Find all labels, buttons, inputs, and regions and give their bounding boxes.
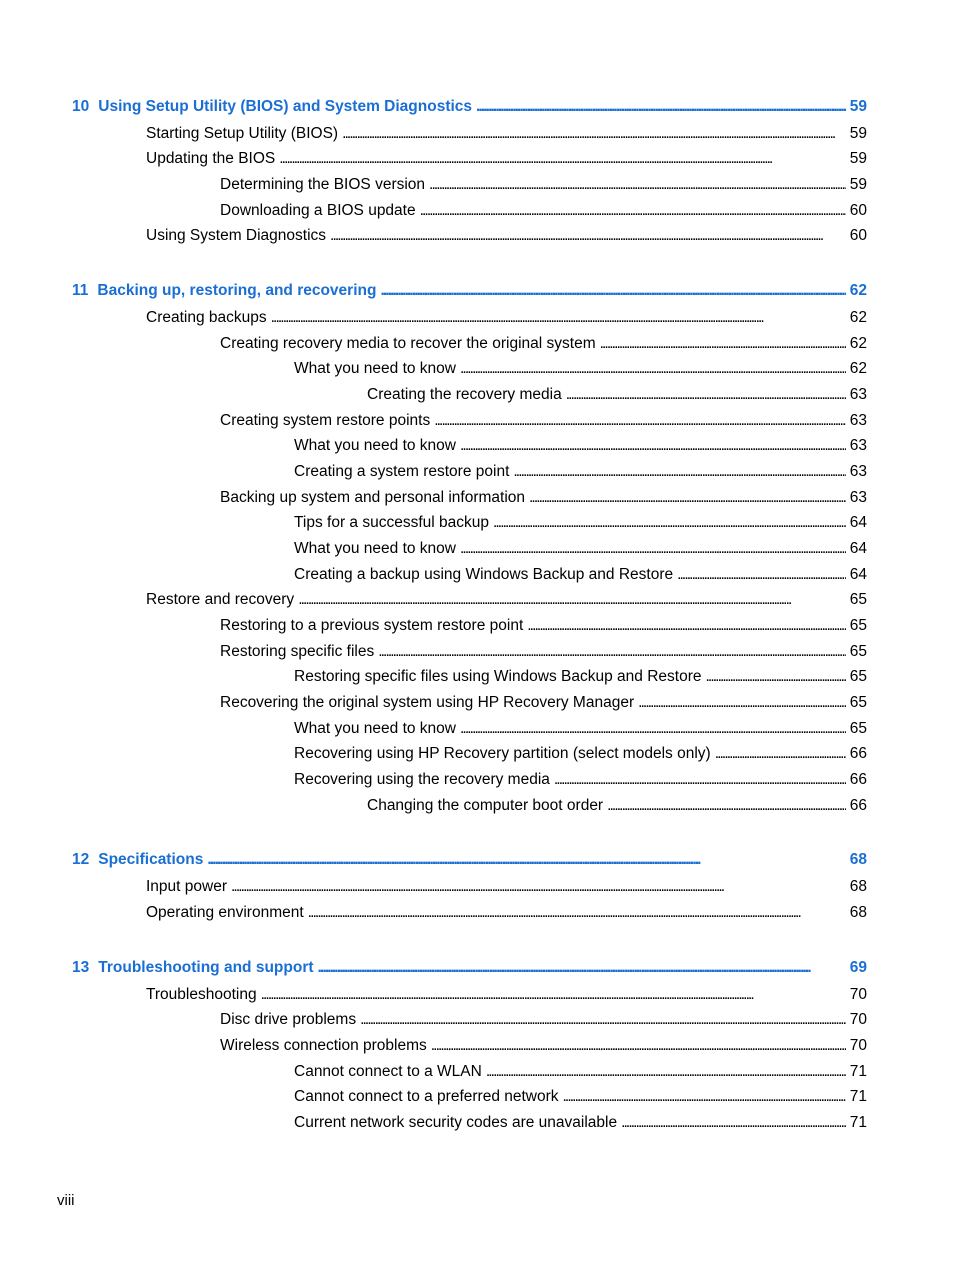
toc-page-number: 59 — [849, 150, 867, 167]
dot-leader — [271, 307, 846, 329]
toc-page-number: 70 — [849, 1011, 867, 1028]
toc-entry-title — [294, 718, 460, 740]
toc-entry-label: Cannot connect to a WLAN — [294, 1063, 482, 1080]
toc-entry[interactable] — [146, 307, 867, 329]
toc-entry[interactable] — [367, 384, 867, 406]
toc-page-number: 63 — [849, 463, 867, 480]
toc-entry-label: Backing up, restoring, and recovering — [97, 282, 377, 299]
toc-page-number: 65 — [849, 668, 867, 685]
toc-entry[interactable] — [146, 902, 867, 924]
toc-chapter-entry[interactable] — [72, 849, 867, 871]
toc-entry-label: Creating recovery media to recover the original system — [220, 335, 596, 352]
dot-leader — [207, 849, 845, 871]
toc-entry[interactable] — [294, 461, 867, 483]
toc-entry-title — [72, 957, 318, 979]
toc-page-number: 71 — [849, 1088, 867, 1105]
toc-page-number: 63 — [849, 489, 867, 506]
toc-page-number: 63 — [849, 412, 867, 429]
toc-entry-label: Creating backups — [146, 309, 267, 326]
toc-entry[interactable] — [220, 692, 867, 714]
toc-entry[interactable] — [220, 174, 867, 196]
dot-leader — [434, 410, 846, 432]
toc-entry-title — [220, 410, 434, 432]
toc-entry-label: Current network security codes are unavailable — [294, 1114, 618, 1131]
dot-leader — [513, 461, 845, 483]
toc-page-number: 66 — [849, 797, 867, 814]
toc-page-number: 59 — [849, 125, 867, 142]
dot-leader — [460, 718, 846, 740]
toc-page-number: 62 — [849, 282, 867, 299]
toc-entry[interactable] — [146, 123, 867, 145]
toc-page-number: 60 — [849, 227, 867, 244]
toc-entry[interactable] — [146, 148, 867, 170]
toc-entry-label: Restoring specific files using Windows Backup and Restore — [294, 668, 702, 685]
toc-entry-label: Creating a system restore point — [294, 463, 510, 480]
toc-entry[interactable] — [294, 1112, 867, 1134]
toc-entry-label: What you need to know — [294, 720, 456, 737]
toc-page-number: 65 — [849, 643, 867, 660]
toc-chapter-number: 13 — [72, 959, 90, 976]
toc-entry-title — [294, 743, 715, 765]
toc-page-number: 60 — [849, 202, 867, 219]
toc-entry-label: Restore and recovery — [146, 591, 295, 608]
toc-page-number: 64 — [849, 540, 867, 557]
toc-entry-label: Downloading a BIOS update — [220, 202, 416, 219]
toc-entry-title — [220, 692, 638, 714]
dot-leader — [342, 123, 846, 145]
toc-entry-label: Creating system restore points — [220, 412, 431, 429]
toc-entry-title — [367, 795, 607, 817]
dot-leader — [706, 666, 846, 688]
dot-leader — [493, 512, 846, 534]
toc-entry-label: What you need to know — [294, 360, 456, 377]
dot-leader — [677, 564, 846, 586]
toc-entry[interactable] — [294, 666, 867, 688]
toc-entry-title — [146, 148, 279, 170]
toc-entry-label: Creating the recovery media — [367, 386, 562, 403]
toc-page-number: 64 — [849, 566, 867, 583]
toc-entry-title — [146, 984, 261, 1006]
toc-entry-label: What you need to know — [294, 540, 456, 557]
toc-entry[interactable] — [220, 1035, 867, 1057]
toc-chapter-entry[interactable] — [72, 280, 867, 302]
toc-entry-label: Restoring to a previous system restore point — [220, 617, 524, 634]
toc-entry[interactable] — [146, 876, 867, 898]
toc-page-number: 68 — [849, 878, 867, 895]
toc-page-number: 62 — [849, 360, 867, 377]
toc-entry-label: Input power — [146, 878, 227, 895]
toc-entry[interactable] — [220, 487, 867, 509]
toc-entry-title — [294, 564, 677, 586]
dot-leader — [318, 957, 846, 979]
toc-entry-title — [220, 641, 378, 663]
toc-entry-label: Using Setup Utility (BIOS) and System Diagnostics — [98, 98, 473, 115]
toc-entry[interactable] — [146, 984, 867, 1006]
toc-page-number: 71 — [849, 1063, 867, 1080]
toc-page-number: 63 — [849, 437, 867, 454]
dot-leader — [420, 200, 846, 222]
toc-entry[interactable] — [294, 718, 867, 740]
dot-leader — [600, 333, 846, 355]
dot-leader — [715, 743, 846, 765]
toc-entry[interactable] — [294, 435, 867, 457]
toc-entry-label: Using System Diagnostics — [146, 227, 327, 244]
toc-page-number: 63 — [849, 386, 867, 403]
toc-entry[interactable] — [294, 564, 867, 586]
toc-entry[interactable] — [294, 1086, 867, 1108]
toc-entry-title — [294, 538, 460, 560]
toc-entry-title — [294, 1061, 486, 1083]
toc-entry-title — [367, 384, 566, 406]
toc-page-number: 70 — [849, 986, 867, 1003]
toc-entry[interactable] — [294, 769, 867, 791]
toc-chapter-entry[interactable] — [72, 957, 867, 979]
toc-page-number: 66 — [849, 745, 867, 762]
toc-entry-title — [294, 1112, 621, 1134]
toc-entry-title — [72, 849, 207, 871]
toc-page-number: 59 — [849, 98, 867, 115]
toc-chapter-number: 11 — [72, 282, 89, 299]
toc-entry-title — [146, 876, 231, 898]
page-number: viii — [57, 1192, 75, 1209]
dot-leader — [378, 641, 846, 663]
toc-entry-label: Wireless connection problems — [220, 1037, 427, 1054]
toc-entry-label: Recovering using the recovery media — [294, 771, 550, 788]
toc-entry[interactable] — [220, 615, 867, 637]
dot-leader — [486, 1061, 846, 1083]
toc-page-number: 65 — [849, 720, 867, 737]
toc-entry-title — [146, 123, 342, 145]
toc-page-number: 71 — [849, 1114, 867, 1131]
toc-page-number: 59 — [849, 176, 867, 193]
dot-leader — [298, 589, 846, 611]
toc-entry-label: Troubleshooting and support — [98, 959, 314, 976]
toc-entry[interactable] — [146, 225, 867, 247]
dot-leader — [308, 902, 846, 924]
toc-page-number: 65 — [849, 694, 867, 711]
toc-entry-label: Specifications — [98, 851, 204, 868]
dot-leader — [563, 1086, 846, 1108]
toc-entry-title — [146, 589, 298, 611]
dot-leader — [566, 384, 846, 406]
dot-leader — [529, 487, 846, 509]
toc-entry-title — [220, 615, 527, 637]
toc-entry-title — [294, 358, 460, 380]
toc-page-number: 65 — [849, 591, 867, 608]
toc-chapter-number: 12 — [72, 851, 90, 868]
toc-entry-label: Troubleshooting — [146, 986, 257, 1003]
toc-entry-label: What you need to know — [294, 437, 456, 454]
toc-page-number: 64 — [849, 514, 867, 531]
toc-entry-title — [220, 1035, 431, 1057]
dot-leader — [460, 435, 846, 457]
toc-entry-label: Disc drive problems — [220, 1011, 357, 1028]
toc-entry-title — [146, 307, 271, 329]
toc-entry[interactable] — [220, 1009, 867, 1031]
dot-leader — [621, 1112, 846, 1134]
toc-entry-label: Starting Setup Utility (BIOS) — [146, 125, 339, 142]
toc-entry-title — [294, 512, 493, 534]
toc-page-number: 62 — [849, 309, 867, 326]
toc-page-number: 68 — [849, 851, 867, 868]
toc-chapter-entry[interactable] — [72, 96, 867, 118]
dot-leader — [638, 692, 846, 714]
toc-page-number: 65 — [849, 617, 867, 634]
toc-entry-title — [146, 902, 308, 924]
toc-entry-title — [294, 461, 513, 483]
dot-leader — [460, 538, 846, 560]
toc-entry-title — [294, 769, 554, 791]
toc-entry-label: Creating a backup using Windows Backup and Restore — [294, 566, 674, 583]
toc-entry-title — [294, 1086, 563, 1108]
toc-entry-title — [72, 96, 476, 118]
toc-entry[interactable] — [220, 410, 867, 432]
dot-leader — [476, 96, 846, 118]
dot-leader — [429, 174, 846, 196]
toc-page-number: 68 — [849, 904, 867, 921]
toc-entry[interactable] — [294, 538, 867, 560]
toc-entry[interactable] — [146, 589, 867, 611]
dot-leader — [527, 615, 846, 637]
toc-entry[interactable] — [294, 512, 867, 534]
toc-entry[interactable] — [220, 333, 867, 355]
toc-entry-label: Operating environment — [146, 904, 304, 921]
toc-page-number: 70 — [849, 1037, 867, 1054]
toc-page-number: 62 — [849, 335, 867, 352]
toc-entry-title — [220, 333, 600, 355]
toc-entry-label: Determining the BIOS version — [220, 176, 426, 193]
toc-entry[interactable] — [220, 200, 867, 222]
toc-entry-title — [294, 666, 706, 688]
toc-entry-title — [220, 200, 420, 222]
toc-entry-label: Updating the BIOS — [146, 150, 276, 167]
toc-entry[interactable] — [367, 795, 867, 817]
toc-entry[interactable] — [294, 358, 867, 380]
dot-leader — [360, 1009, 846, 1031]
toc-entry[interactable] — [294, 1061, 867, 1083]
toc-page-number: 66 — [849, 771, 867, 788]
dot-leader — [261, 984, 846, 1006]
dot-leader — [431, 1035, 846, 1057]
toc-entry-title — [220, 487, 529, 509]
toc-entry-label: Recovering using HP Recovery partition (select models only) — [294, 745, 711, 762]
toc-entry-label: Tips for a successful backup — [294, 514, 489, 531]
toc-entry-title — [220, 174, 429, 196]
toc-entry[interactable] — [294, 743, 867, 765]
dot-leader — [279, 148, 846, 170]
toc-entry-label: Backing up system and personal information — [220, 489, 525, 506]
toc-entry-title — [294, 435, 460, 457]
toc-entry-title — [146, 225, 330, 247]
dot-leader — [330, 225, 846, 247]
toc-chapter-number: 10 — [72, 98, 90, 115]
toc-entry[interactable] — [220, 641, 867, 663]
toc-page-number: 69 — [849, 959, 867, 976]
dot-leader — [231, 876, 846, 898]
toc-entry-label: Changing the computer boot order — [367, 797, 604, 814]
toc-entry-title — [220, 1009, 360, 1031]
toc-entry-label: Cannot connect to a preferred network — [294, 1088, 559, 1105]
toc-entry-label: Recovering the original system using HP Recovery Manager — [220, 694, 635, 711]
toc-entry-title — [72, 280, 380, 302]
dot-leader — [554, 769, 846, 791]
dot-leader — [380, 280, 845, 302]
dot-leader — [607, 795, 846, 817]
dot-leader — [460, 358, 846, 380]
toc-entry-label: Restoring specific files — [220, 643, 375, 660]
